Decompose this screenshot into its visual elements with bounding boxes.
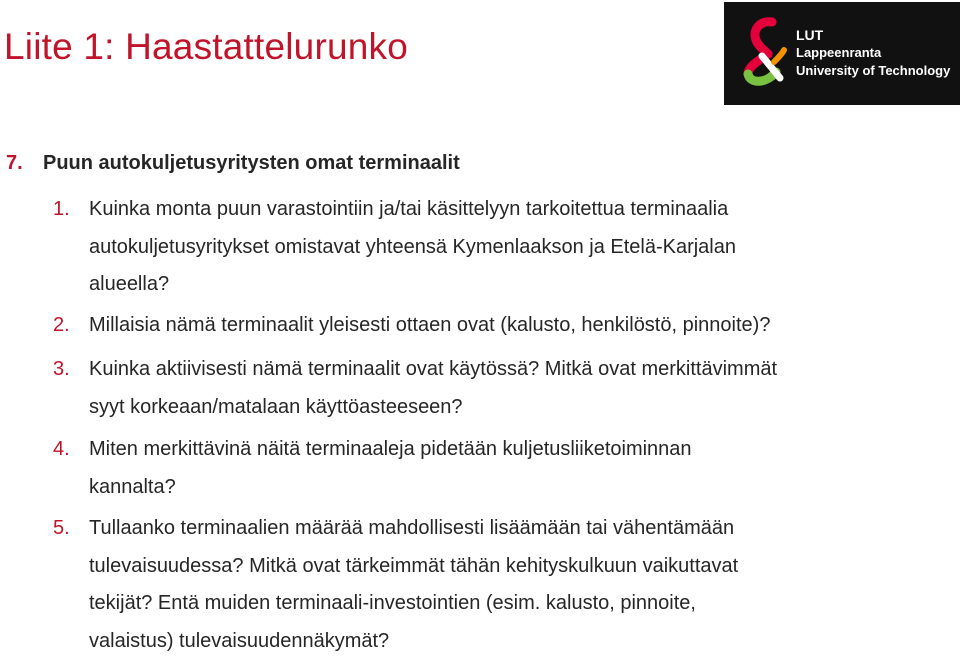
question-number: 1. [53,191,70,229]
logo-line-3: University of Technology [796,62,950,80]
logo-text [796,26,950,80]
logo-line-2: Lappeenranta [796,44,950,62]
question-line: Miten merkittävinä näitä terminaaleja pidetään kuljetusliiketoiminnan [53,431,953,469]
question-line: Kuinka monta puun varastointiin ja/tai käsittelyyn tarkoitettua terminaalia [53,191,953,229]
section-heading-text: Puun autokuljetusyritysten omat terminaalit [43,152,460,174]
question-line: tulevaisuudessa? Mitkä ovat tärkeimmät tähän kehityskulkuun vaikuttavat [53,548,953,586]
question-line: alueella? [53,266,953,304]
question-line: Millaisia nämä terminaalit yleisesti ottaen ovat (kalusto, henkilöstö, pinnoite)? [53,307,953,345]
question-number: 5. [53,510,70,548]
question-1 [53,191,953,304]
question-line: valaistus) tulevaisuudennäkymät? [53,623,953,660]
question-5 [53,510,953,660]
question-2 [53,307,953,345]
question-line: Tullaanko terminaalien määrää mahdollisesti lisäämään tai vähentämään [53,510,953,548]
question-number: 2. [53,307,70,345]
question-line: Kuinka aktiivisesti nämä terminaalit ovat käytössä? Mitkä ovat merkittävimmät [53,351,953,389]
question-line: autokuljetusyritykset omistavat yhteensä Kymenlaakson ja Etelä-Karjalan [53,229,953,267]
question-number: 3. [53,351,70,389]
question-line: tekijät? Entä muiden terminaali-investointien (esim. kalusto, pinnoite, [53,585,953,623]
question-number: 4. [53,431,70,469]
section-number: 7. [6,152,43,175]
question-line: syyt korkeaan/matalaan käyttöasteeseen? [53,389,953,427]
question-4 [53,431,953,506]
question-line: kannalta? [53,469,953,507]
lut-logo [724,2,960,105]
question-3 [53,351,953,426]
lut-logo-icon [738,16,788,88]
section-heading [6,152,460,175]
page-title: Liite 1: Haastattelurunko [4,26,408,68]
logo-line-1: LUT [796,26,950,44]
